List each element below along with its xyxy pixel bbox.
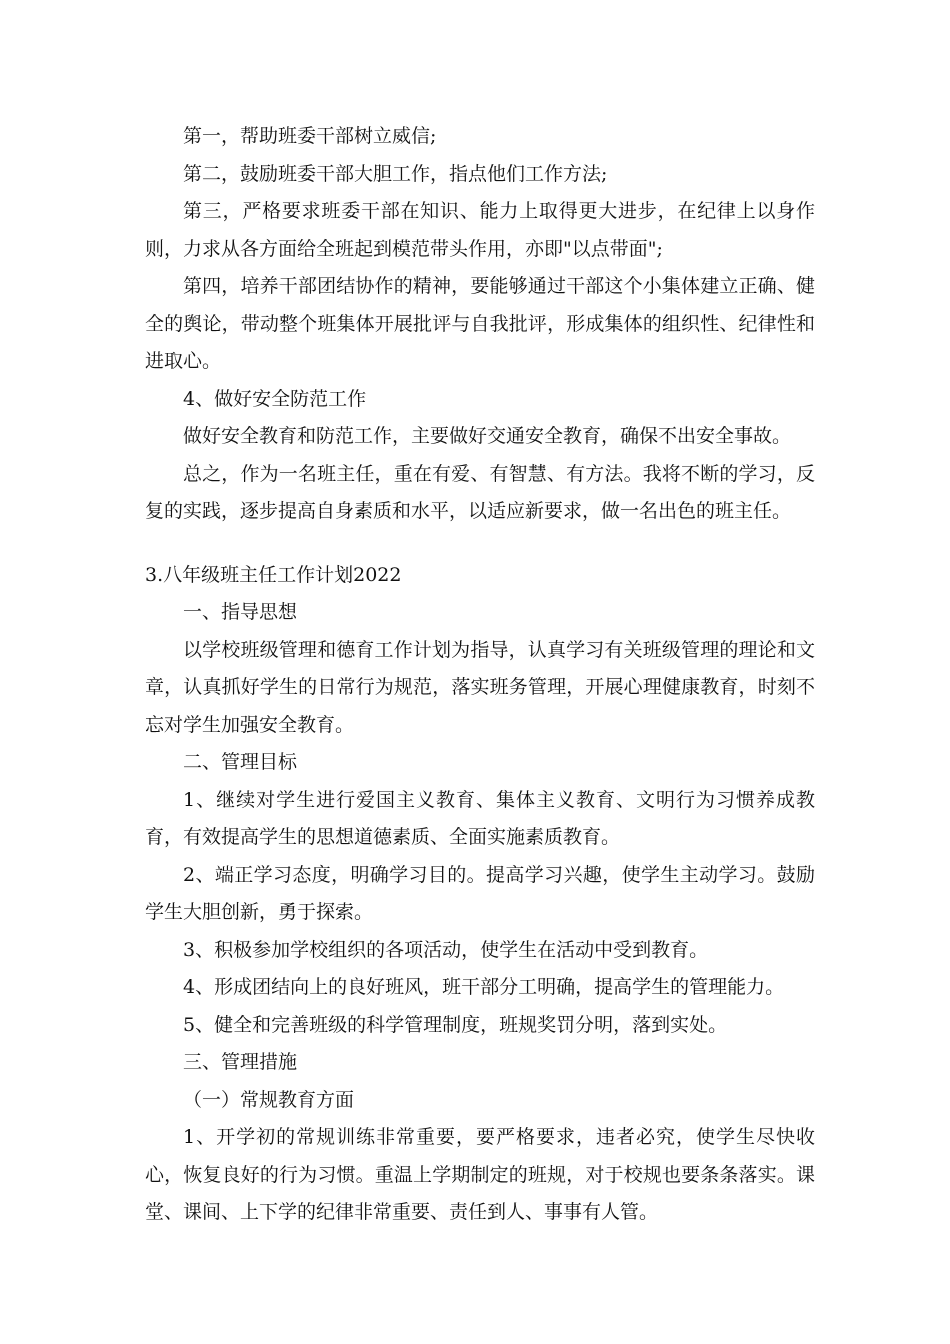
paragraph-safety: 做好安全教育和防范工作，主要做好交通安全教育，确保不出安全事故。 [183, 425, 792, 447]
paragraph-goal-4: 4、形成团结向上的良好班风，班干部分工明确，提高学生的管理能力。 [183, 976, 785, 998]
paragraph-point-two: 第二，鼓励班委干部大胆工作，指点他们工作方法; [183, 162, 608, 185]
section-heading-safety: 4、做好安全防范工作 [183, 387, 367, 410]
paragraph-conclusion: 总之，作为一名班主任，重在有爱、有智慧、有方法。我将不断的学习，反复的实践，逐步提高自身素质和水平，以适应新要求，做一名出色的班主任。 [145, 462, 815, 522]
paragraph-point-one: 第一，帮助班委干部树立威信; [183, 125, 437, 147]
section-heading-management-measures: 三、管理措施 [183, 1051, 298, 1073]
paragraph-point-four: 第四，培养干部团结协作的精神，要能够通过干部这个小集体建立正确、健全的舆论，带动整个班集体开展批评与自我批评，形成集体的组织性、纪律性和进取心。 [145, 275, 815, 372]
paragraph-goal-5: 5、健全和完善班级的科学管理制度，班规奖罚分明，落到实处。 [183, 1013, 728, 1036]
document-title: 3.八年级班主任工作计划2022 [145, 563, 402, 586]
section-heading-guiding-ideology: 一、指导思想 [183, 601, 298, 623]
paragraph-goal-2: 2、端正学习态度，明确学习目的。提高学习兴趣，使学生主动学习。鼓励学生大胆创新，勇于探索。 [145, 863, 815, 923]
paragraph-point-three: 第三，严格要求班委干部在知识、能力上取得更大进步，在纪律上以身作则，力求从各方面给全班起到模范带头作用，亦即"以点带面"; [145, 200, 815, 260]
paragraph-routine-1: 1、开学初的常规训练非常重要，要严格要求，违者必究，使学生尽快收心，恢复良好的行为习惯。重温上学期制定的班规，对于校规也要条条落实。课堂、课间、上下学的纪律非常重要、责任到人、事事有人管。 [145, 1126, 815, 1223]
section-heading-management-goals: 二、管理目标 [183, 751, 298, 773]
paragraph-guiding-ideology: 以学校班级管理和德育工作计划为指导，认真学习有关班级管理的理论和文章，认真抓好学生的日常行为规范，落实班务管理，开展心理健康教育，时刻不忘对学生加强安全教育。 [145, 638, 815, 736]
subsection-heading-routine-education: （一）常规教育方面 [183, 1088, 355, 1111]
paragraph-goal-1: 1、继续对学生进行爱国主义教育、集体主义教育、文明行为习惯养成教育，有效提高学生的思想道德素质、全面实施素质教育。 [145, 788, 815, 848]
document-body [145, 118, 815, 1232]
paragraph-goal-3: 3、积极参加学校组织的各项活动，使学生在活动中受到教育。 [183, 938, 709, 961]
